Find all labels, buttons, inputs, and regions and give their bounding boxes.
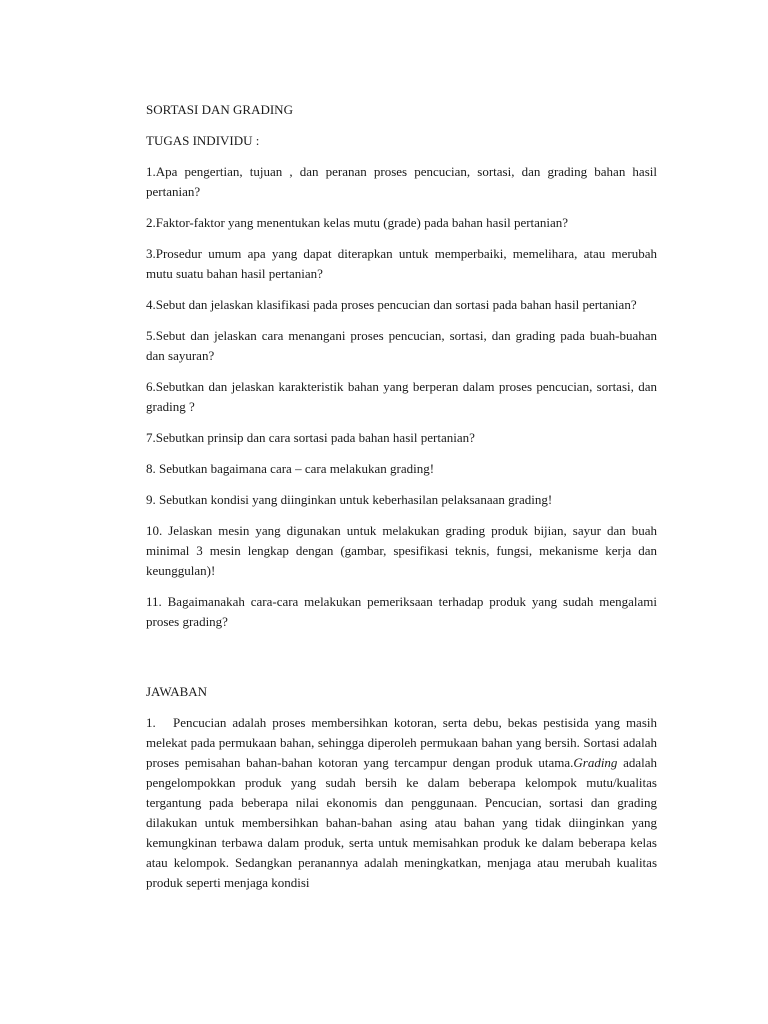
question-11: 11. Bagaimanakah cara-cara melakukan pemeriksaan terhadap produk yang sudah mengalami proses grading?: [146, 594, 657, 629]
answer-1-number: 1.: [146, 715, 156, 730]
answer-heading: JAWABAN: [146, 684, 208, 699]
answer-1-grading-term: Grading: [573, 755, 618, 770]
question-8: 8. Sebutkan bagaimana cara – cara melakukan grading!: [146, 461, 435, 476]
question-7: 7.Sebutkan prinsip dan cara sortasi pada bahan hasil pertanian?: [146, 430, 475, 445]
question-9: 9. Sebutkan kondisi yang diinginkan untuk keberhasilan pelaksanaan grading!: [146, 492, 553, 507]
question-10: 10. Jelaskan mesin yang digunakan untuk melakukan grading produk bijian, sayur dan buah minimal 3 mesin lengkap dengan (gambar, spesifikasi teknis, fungsi, mekanisme kerja dan keunggulan)!: [146, 523, 657, 578]
question-2: 2.Faktor-faktor yang menentukan kelas mutu (grade) pada bahan hasil pertanian?: [146, 215, 569, 230]
document-title: SORTASI DAN GRADING: [146, 102, 293, 117]
question-3: 3.Prosedur umum apa yang dapat diterapkan untuk memperbaiki, memelihara, atau merubah mutu suatu bahan hasil pertanian?: [146, 246, 657, 281]
document-page: [146, 100, 657, 893]
question-4: 4.Sebut dan jelaskan klasifikasi pada proses pencucian dan sortasi pada bahan hasil pertanian?: [146, 297, 637, 312]
answer-1-text-part2: adalah pengelompokkan produk yang sudah bersih ke dalam beberapa kelompok mutu/kualitas tergantung pada beberapa nilai ekonomis dan penggunaan. Pencucian, sortasi dan grading dilakukan untuk membersihkan bahan-bahan asing atau bahan yang tidak diinginkan yang kemungkinan terbawa dalam produk, serta untuk memisahkan produk ke dalam beberapa kelas atau kelompok. Sedangkan peranannya adalah meningkatkan, menjaga atau merubah kualitas produk seperti menjaga kondisi: [146, 755, 657, 890]
document-subtitle: TUGAS INDIVIDU :: [146, 133, 260, 148]
answer-1-text-part1: Pencucian adalah proses membersihkan kotoran, serta debu, bekas pestisida yang masih melekat pada permukaan bahan, sehingga diperoleh permukaan bahan yang bersih. Sortasi adalah proses pemisahan bahan-bahan kotoran yang tercampur dengan produk utama.: [146, 715, 657, 770]
question-1: 1.Apa pengertian, tujuan , dan peranan proses pencucian, sortasi, dan grading bahan hasil pertanian?: [146, 164, 657, 199]
question-6: 6.Sebutkan dan jelaskan karakteristik bahan yang berperan dalam proses pencucian, sortasi, dan grading ?: [146, 379, 657, 414]
question-5: 5.Sebut dan jelaskan cara menangani proses pencucian, sortasi, dan grading pada buah-buahan dan sayuran?: [146, 328, 657, 363]
answer-1: [146, 713, 657, 893]
